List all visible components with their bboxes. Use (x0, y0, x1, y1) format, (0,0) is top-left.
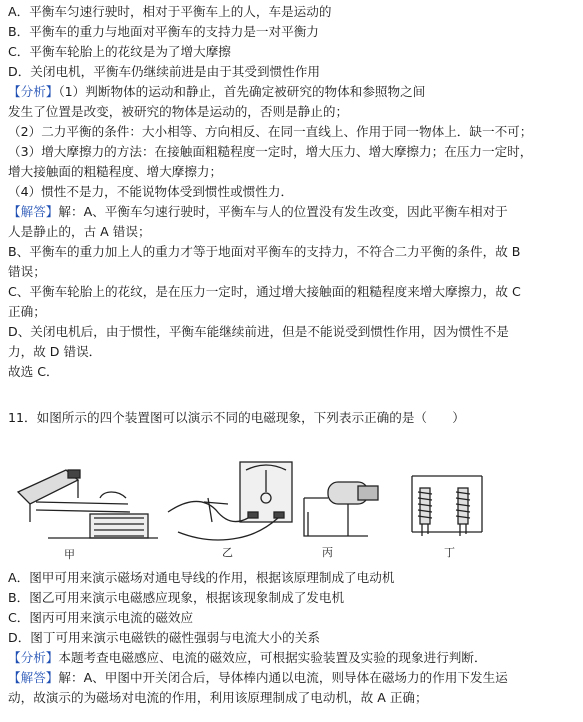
figure-ding (412, 476, 482, 559)
answer-line: 人是静止的，古 A 错误； (8, 224, 151, 239)
analysis-line: （4）惯性不是力，不能说物体受到惯性或惯性力． (8, 184, 294, 199)
figure-yi (168, 462, 292, 559)
figure-label-bing: 丙 (322, 546, 333, 559)
answer-line: C、平衡车轮胎上的花纹，是在压力一定时，通过增大接触面的粗糙程度来增大摩擦力，故 C (8, 284, 521, 299)
option-c: C．平衡车轮胎上的花纹是为了增大摩擦 (8, 44, 231, 59)
analysis-line: （2）二力平衡的条件：大小相等、方向相反、在同一直线上、作用于同一物体上．缺一不可； (8, 124, 533, 139)
q11-analysis (8, 650, 487, 666)
answer2-tag: 【解答】 (8, 670, 59, 685)
answer-line (8, 204, 508, 220)
answer-line: 故选 C． (8, 364, 59, 379)
analysis-text: （1）判断物体的运动和静止，首先确定被研究的物体和参照物之间 (58, 84, 426, 99)
answer-text: 解：A、平衡车匀速行驶时，平衡车与人的位置没有发生改变，因此平衡车相对于 (58, 204, 508, 219)
answer-line: D、关闭电机后，由于惯性，平衡车能继续前进，但是不能说受到惯性作用，因为惯性不是 (8, 324, 509, 339)
answer-tag: 【解答】 (8, 204, 59, 219)
figure-label-ding: 丁 (444, 546, 455, 559)
option-a: A．平衡车匀速行驶时，相对于平衡车上的人，车是运动的 (8, 4, 332, 19)
answer-line: 正确； (8, 304, 46, 319)
analysis-tag: 【分析】 (8, 84, 59, 99)
figures-svg (8, 452, 568, 564)
answer-line: 错误； (8, 264, 46, 279)
answer-line: B、平衡车的重力加上人的重力才等于地面对平衡车的支持力，不符合二力平衡的条件，故 B (8, 244, 521, 259)
analysis-line: （3）增大摩擦力的方法：在接触面粗糙程度一定时，增大压力、增大摩擦力；在压力一定时， (8, 144, 533, 159)
analysis-line: 发生了位置是改变，被研究的物体是运动的，否则是静止的； (8, 104, 349, 119)
analysis2-tag: 【分析】 (8, 650, 59, 665)
figure-label-yi: 乙 (222, 546, 233, 559)
q11-option-a: A．图甲可用来演示磁场对通电导线的作用，根据该原理制成了电动机 (8, 570, 395, 585)
question-11: 11．如图所示的四个装置图可以演示不同的电磁现象，下列表示正确的是（ ） (8, 410, 465, 425)
experiment-figures (8, 452, 568, 564)
q11-option-d: D．图丁可用来演示电磁铁的磁性强弱与电流大小的关系 (8, 630, 320, 645)
answer-line: 力，故 D 错误． (8, 344, 102, 359)
option-d: D．关闭电机，平衡车仍继续前进是由于其受到惯性作用 (8, 64, 320, 79)
analysis-line (8, 84, 425, 100)
analysis-line: 增大接触面的粗糙程度、增大摩擦力； (8, 164, 223, 179)
answer2-text: 解：A、甲图中开关闭合后，导体棒内通以电流，则导体在磁场力的作用下发生运 (58, 670, 508, 685)
q11-option-c: C．图丙可用来演示电流的磁效应 (8, 610, 194, 625)
q11-answer-line: 动，故演示的为磁场对电流的作用，利用该原理制成了电动机，故 A 正确； (8, 690, 428, 705)
q11-option-b: B．图乙可用来演示电磁感应现象，根据该现象制成了发电机 (8, 590, 345, 605)
figure-bing (304, 482, 378, 559)
figure-label-jia: 甲 (64, 548, 75, 561)
option-b: B．平衡车的重力与地面对平衡车的支持力是一对平衡力 (8, 24, 319, 39)
analysis2-text: 本题考查电磁感应、电流的磁效应，可根据实验装置及实验的现象进行判断． (58, 650, 487, 665)
figure-jia (18, 470, 158, 561)
q11-answer (8, 670, 508, 686)
